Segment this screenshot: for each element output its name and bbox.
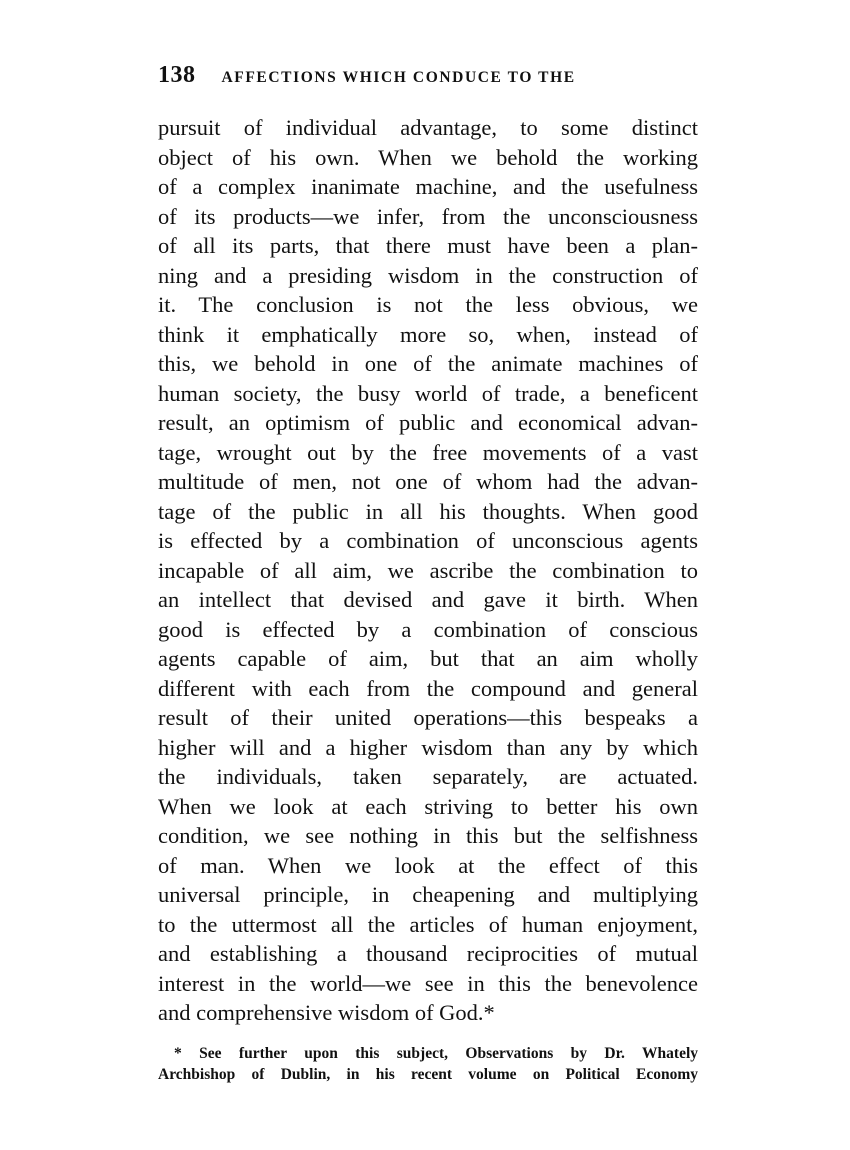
text-line: good is effected by a combination of conscious (158, 616, 698, 642)
text-line: human society, the busy world of trade, a beneficent (158, 380, 698, 406)
text-line: higher will and a higher wisdom than any by which (158, 734, 698, 760)
text-line: result of their united operations—this bespeaks a (158, 705, 698, 730)
text-line: multitude of men, not one of whom had the advan- (158, 469, 698, 494)
page-number: 138 (158, 62, 196, 88)
text-line: object of his own. When we behold the working (158, 144, 698, 170)
text-line: think it emphatically more so, when, instead of (158, 321, 698, 347)
footnote-line: * See further upon this subject, Observations by Dr. Whately (174, 1045, 698, 1062)
text-line: this, we behold in one of the animate machines of (158, 351, 698, 376)
text-line: of its products—we infer, from the unconsciousness (158, 203, 698, 229)
text-line: incapable of all aim, we ascribe the combination to (158, 557, 698, 583)
text-line: When we look at each striving to better his own (158, 793, 698, 819)
text-line: to the uttermost all the articles of human enjoyment, (158, 911, 698, 937)
text-line: it. The conclusion is not the less obvious, we (158, 292, 698, 317)
footnote (158, 1043, 698, 1085)
text-line: result, an optimism of public and economical advan- (158, 410, 698, 435)
page-header (158, 62, 678, 92)
text-line: universal principle, in cheapening and multiplying (158, 882, 698, 907)
text-line: is effected by a combination of unconscious agents (158, 528, 698, 553)
text-line: the individuals, taken separately, are actuated. (158, 764, 698, 789)
text-line: agents capable of aim, but that an aim wholly (158, 646, 698, 671)
text-line: and establishing a thousand reciprocities of mutual (158, 941, 698, 966)
text-line: of all its parts, that there must have been a plan- (158, 233, 698, 258)
text-line: of man. When we look at the effect of this (158, 852, 698, 878)
text-line: an intellect that devised and gave it birth. When (158, 587, 698, 612)
body-text (158, 113, 698, 1028)
footnote-line: Archbishop of Dublin, in his recent volume on Political Economy (158, 1066, 698, 1083)
text-line: ning and a presiding wisdom in the construction of (158, 262, 698, 288)
text-line: tage, wrought out by the free movements of a vast (158, 439, 698, 465)
text-line: condition, we see nothing in this but the selfishness (158, 823, 698, 848)
text-line: of a complex inanimate machine, and the usefulness (158, 174, 698, 199)
text-line: and comprehensive wisdom of God.* (158, 1000, 495, 1025)
text-line: different with each from the compound and general (158, 675, 698, 701)
running-head: AFFECTIONS WHICH CONDUCE TO THE (221, 69, 576, 86)
text-line: pursuit of individual advantage, to some distinct (158, 115, 698, 140)
text-line: interest in the world—we see in this the benevolence (158, 970, 698, 996)
text-line: tage of the public in all his thoughts. When good (158, 498, 698, 524)
